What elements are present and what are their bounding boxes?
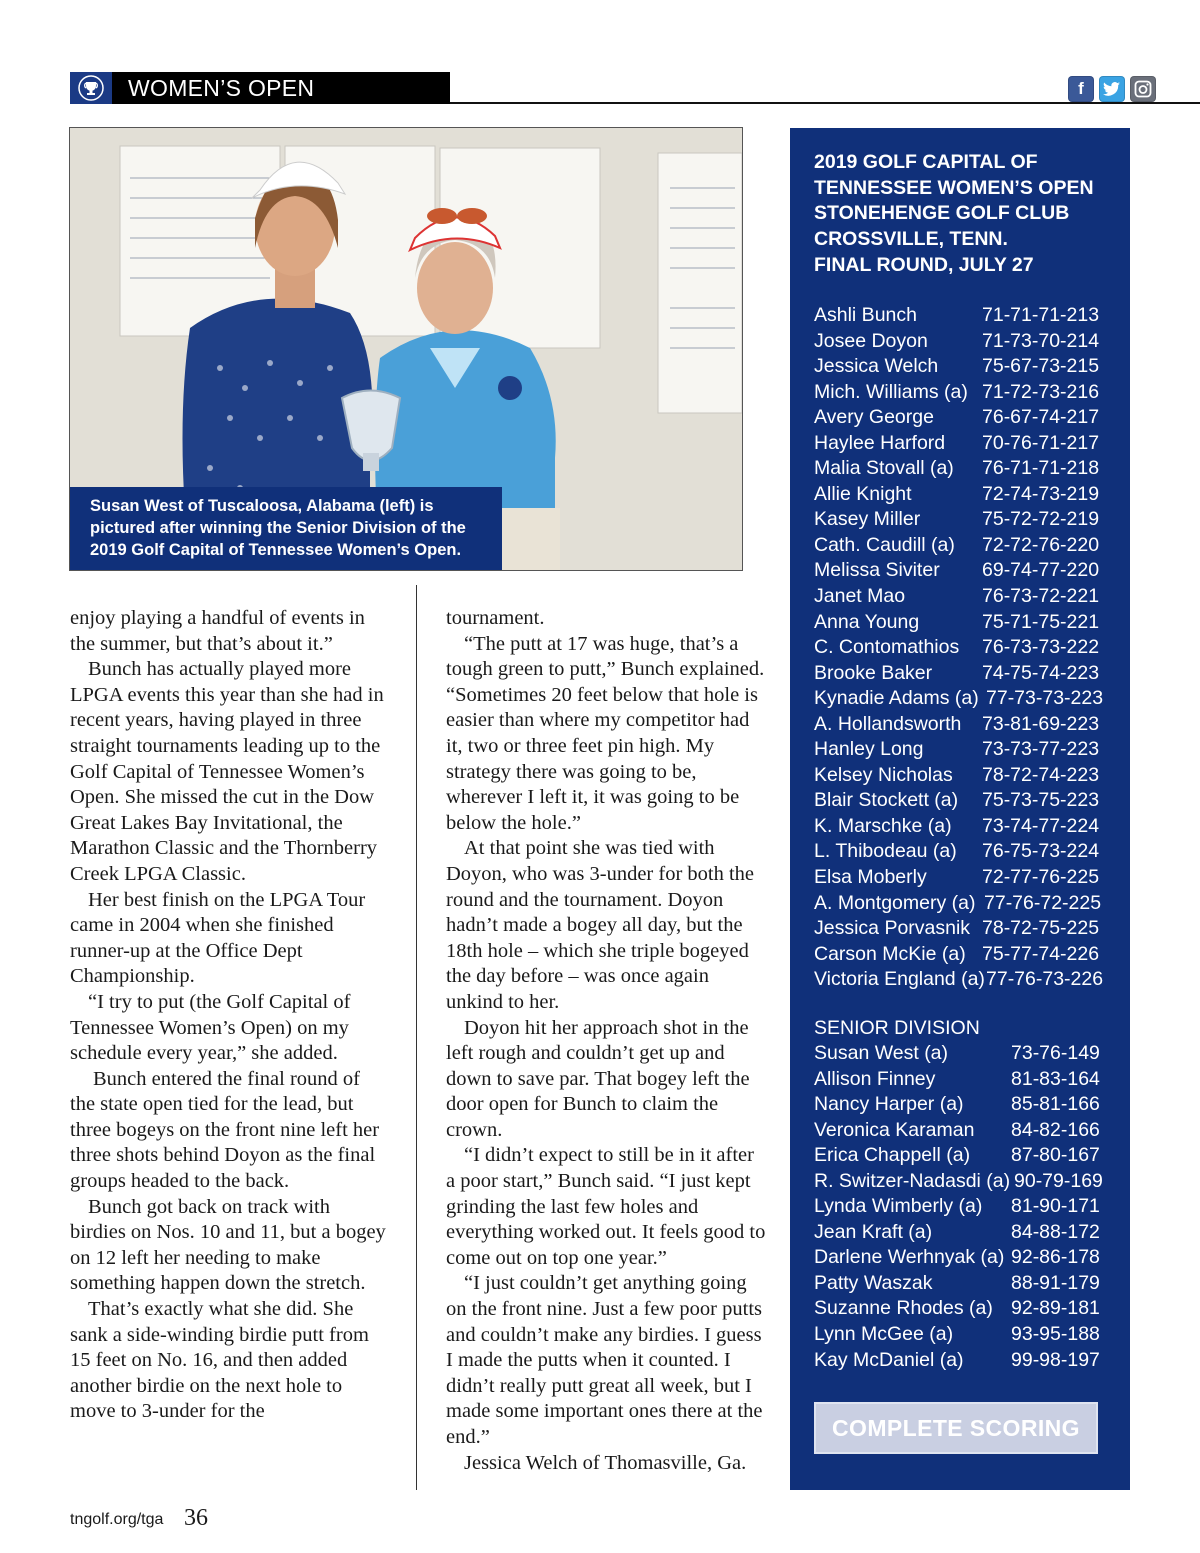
- player-name: Lynn McGee (a): [814, 1323, 954, 1346]
- article-column-2: [446, 606, 766, 1476]
- paragraph: Her best finish on the LPGA Tour came in 2004 when she finished runner-up at the Office Dept Championship.: [70, 888, 366, 988]
- result-row: [814, 1348, 1124, 1374]
- player-name: Cath. Caudill (a): [814, 533, 955, 556]
- result-row: [814, 507, 1124, 533]
- player-score: 84-88-172: [1011, 1220, 1100, 1243]
- column-divider: [416, 585, 417, 1490]
- player-name: Victoria England (a): [814, 968, 985, 991]
- facebook-glyph: f: [1078, 79, 1084, 98]
- result-row: [814, 584, 1124, 610]
- player-score: 76-75-73-224: [982, 840, 1100, 863]
- result-row: [814, 763, 1124, 789]
- paragraph: At that point she was tied with Doyon, who was 3-under for both the round and the tournament. Doyon hadn’t made a bogey all day, but the 18th hole – which she triple bogeyed the day before – was once again unkind to her.: [446, 837, 755, 1013]
- player-score: 76-73-73-222: [982, 636, 1100, 659]
- result-row: [814, 610, 1124, 636]
- player-score: 70-76-71-217: [982, 431, 1100, 454]
- player-name: Veronica Karaman: [814, 1118, 975, 1141]
- player-name: Hanley Long: [814, 738, 924, 761]
- player-score: 72-72-76-220: [982, 533, 1100, 556]
- player-name: Patty Waszak: [814, 1271, 933, 1294]
- player-name: Melissa Siviter: [814, 559, 940, 582]
- player-name: Malia Stovall (a): [814, 457, 954, 480]
- player-name: Avery George: [814, 406, 934, 429]
- result-row: [814, 1245, 1124, 1271]
- player-score: 76-67-74-217: [982, 406, 1100, 429]
- result-row: [814, 303, 1124, 329]
- player-score: 84-82-166: [1011, 1118, 1100, 1141]
- article-column-1: [70, 606, 390, 1425]
- player-name: Haylee Harford: [814, 431, 946, 454]
- result-row: [814, 456, 1124, 482]
- result-row: [814, 482, 1124, 508]
- result-row: [814, 1092, 1124, 1118]
- paragraph: enjoy playing a handful of events in the summer, but that’s about it.”: [70, 607, 365, 655]
- player-score: 81-83-164: [1011, 1067, 1100, 1090]
- facebook-icon[interactable]: [1068, 76, 1094, 102]
- player-name: Mich. Williams (a): [814, 380, 968, 403]
- result-row: [814, 1143, 1124, 1169]
- player-score: 75-67-73-215: [982, 355, 1100, 378]
- player-score: 78-72-75-225: [982, 917, 1100, 940]
- player-name: Susan West (a): [814, 1042, 949, 1064]
- player-name: Kynadie Adams (a): [814, 687, 979, 710]
- player-name: R. Switzer-Nadasdi (a): [814, 1169, 1011, 1192]
- result-row: [814, 686, 1124, 712]
- player-name: Kasey Miller: [814, 508, 921, 531]
- player-name: Ashli Bunch: [814, 304, 917, 326]
- player-name: Anna Young: [814, 610, 920, 633]
- result-row: [814, 1169, 1124, 1195]
- result-row: [814, 942, 1124, 968]
- player-score: 73-81-69-223: [982, 712, 1100, 735]
- player-score: 93-95-188: [1011, 1323, 1100, 1346]
- player-name: Kay McDaniel (a): [814, 1348, 964, 1371]
- heading-line: TENNESSEE WOMEN’S OPEN: [814, 176, 1094, 199]
- paragraph: “I just couldn’t get anything going on the front nine. Just a few poor putts and couldn’t make any birdies. I guess I made the putts when it counted. I didn’t really putt great all week, but I made some important ones there at the end.”: [446, 1272, 763, 1448]
- result-row: [814, 712, 1124, 738]
- player-name: A. Montgomery (a): [814, 891, 976, 914]
- result-row: [814, 1271, 1124, 1297]
- twitter-bird-icon: [1103, 81, 1121, 97]
- results-list: [814, 303, 1124, 993]
- player-score: 75-73-75-223: [982, 789, 1100, 812]
- camera-glyph: [1134, 80, 1152, 98]
- player-name: K. Marschke (a): [814, 814, 952, 837]
- player-name: Lynda Wimberly (a): [814, 1195, 983, 1218]
- result-row: [814, 1041, 1124, 1067]
- player-name: Allie Knight: [814, 482, 912, 505]
- player-score: 73-74-77-224: [982, 814, 1100, 837]
- player-score: 81-90-171: [1011, 1195, 1100, 1218]
- player-score: 87-80-167: [1011, 1144, 1100, 1167]
- player-score: 75-72-72-219: [982, 508, 1100, 531]
- player-name: Blair Stockett (a): [814, 789, 959, 812]
- player-score: 76-73-72-221: [982, 585, 1100, 608]
- result-row: [814, 329, 1124, 355]
- result-row: [814, 737, 1124, 763]
- twitter-icon[interactable]: [1099, 76, 1125, 102]
- result-row: [814, 533, 1124, 559]
- player-score: 77-76-73-226: [986, 968, 1104, 991]
- result-row: [814, 380, 1124, 406]
- result-row: [814, 916, 1124, 942]
- player-name: Elsa Moberly: [814, 866, 927, 889]
- results-heading: [814, 150, 1114, 279]
- player-name: Josee Doyon: [814, 329, 928, 352]
- player-name: Jessica Porvasnik: [814, 917, 971, 940]
- paragraph: Bunch has actually played more LPGA events this year than she had in recent years, having played in three straight tournaments leading up to the Golf Capital of Tennessee Women’s Open. She missed the cut in the Dow Great Lakes Bay Invitational, the Marathon Classic and the Thornberry Creek LPGA Classic.: [70, 658, 384, 885]
- player-score: 88-91-179: [1011, 1271, 1100, 1294]
- result-row: [814, 635, 1124, 661]
- results-sidebar: [790, 128, 1130, 1490]
- result-row: [814, 431, 1124, 457]
- heading-line: FINAL ROUND, JULY 27: [814, 253, 1034, 276]
- result-row: [814, 558, 1124, 584]
- social-links: [1068, 76, 1156, 102]
- paragraph: That’s exactly what she did. She sank a side-winding birdie putt from 15 feet on No. 16, and then added another birdie on the next hole to move to 3-under for the: [70, 1298, 369, 1423]
- player-score: 77-76-72-225: [984, 891, 1102, 914]
- paragraph: Bunch got back on track with birdies on Nos. 10 and 11, but a bogey on 12 left her needing to make something happen down the stretch.: [70, 1195, 386, 1295]
- result-row: [814, 865, 1124, 891]
- complete-scoring-button[interactable]: COMPLETE SCORING: [816, 1404, 1096, 1452]
- result-row: [814, 1296, 1124, 1322]
- result-row: [814, 1194, 1124, 1220]
- instagram-icon[interactable]: [1130, 76, 1156, 102]
- player-score: 85-81-166: [1011, 1093, 1100, 1116]
- header-rule: [450, 102, 1200, 104]
- senior-results-list: [814, 1041, 1124, 1373]
- player-score: 71-71-71-213: [982, 304, 1100, 326]
- player-score: 75-77-74-226: [982, 942, 1100, 965]
- result-row: [814, 405, 1124, 431]
- player-score: 92-86-178: [1011, 1246, 1100, 1269]
- result-row: [814, 661, 1124, 687]
- trophy-icon: [70, 72, 112, 104]
- player-name: Suzanne Rhodes (a): [814, 1297, 993, 1320]
- player-score: 73-73-77-223: [982, 738, 1100, 761]
- player-score: 72-77-76-225: [982, 866, 1100, 889]
- player-name: Jean Kraft (a): [814, 1220, 933, 1243]
- player-name: Brooke Baker: [814, 661, 933, 684]
- paragraph: “The putt at 17 was huge, that’s a tough green to putt,” Bunch explained. “Sometimes 20 feet below that hole is easier than where my competitor had it, two or three feet pin high. My strategy there was going to be, wherever I left it, it was going to be below the hole.”: [446, 632, 765, 834]
- player-score: 72-74-73-219: [982, 482, 1100, 505]
- heading-line: CROSSVILLE, TENN.: [814, 228, 1008, 251]
- player-score: 71-73-70-214: [982, 329, 1100, 352]
- player-name: Jessica Welch: [814, 355, 939, 378]
- paragraph: tournament.: [446, 607, 545, 629]
- result-row: [814, 1118, 1124, 1144]
- heading-line: 2019 GOLF CAPITAL OF: [814, 151, 1038, 173]
- result-row: [814, 1322, 1124, 1348]
- result-row: [814, 967, 1124, 993]
- result-row: [814, 788, 1124, 814]
- paragraph: Jessica Welch of Thomasville, Ga.: [464, 1451, 747, 1474]
- paragraph: Doyon hit her approach shot in the left rough and couldn’t get up and down to save par. That bogey left the door open for Bunch to claim the crown.: [446, 1016, 750, 1141]
- section-title: WOMEN’S OPEN: [128, 75, 315, 101]
- paragraph: “I try to put (the Golf Capital of Tennessee Women’s Open) on my schedule every year,” she added.: [70, 990, 351, 1065]
- senior-division-title: SENIOR DIVISION: [814, 1017, 980, 1039]
- footer-url[interactable]: tngolf.org/tga: [70, 1511, 164, 1528]
- photo-caption: Susan West of Tuscaloosa, Alabama (left) is pictured after winning the Senior Division of the 2019 Golf Capital of Tennessee Women’s Open.: [70, 487, 502, 570]
- player-name: Erica Chappell (a): [814, 1144, 971, 1167]
- heading-line: STONEHENGE GOLF CLUB: [814, 202, 1070, 225]
- player-score: 78-72-74-223: [982, 763, 1100, 786]
- paragraph: Bunch entered the final round of the state open tied for the lead, but three bogeys on the front nine left her three shots behind Doyon as the final groups headed to the back.: [70, 1067, 380, 1193]
- player-name: Janet Mao: [814, 585, 906, 608]
- winners-photo: [70, 128, 742, 570]
- player-name: Nancy Harper (a): [814, 1093, 964, 1116]
- player-score: 75-71-75-221: [982, 610, 1100, 633]
- player-name: Carson McKie (a): [814, 942, 966, 965]
- result-row: [814, 1220, 1124, 1246]
- player-name: C. Contomathios: [814, 636, 960, 659]
- player-score: 71-72-73-216: [982, 380, 1100, 403]
- player-score: 77-73-73-223: [986, 687, 1104, 710]
- player-score: 76-71-71-218: [982, 457, 1100, 480]
- result-row: [814, 1067, 1124, 1093]
- page-number: 36: [184, 1505, 208, 1531]
- player-name: A. Hollandsworth: [814, 712, 962, 735]
- result-row: [814, 814, 1124, 840]
- result-row: [814, 839, 1124, 865]
- paragraph: “I didn’t expect to still be in it after a poor start,” Bunch said. “I just kept grinding the last few holes and everything worked out. It feels good to come out on top one year.”: [446, 1144, 766, 1269]
- player-name: Kelsey Nicholas: [814, 763, 953, 786]
- result-row: [814, 354, 1124, 380]
- player-score: 90-79-169: [1014, 1169, 1103, 1192]
- player-score: 74-75-74-223: [982, 661, 1100, 684]
- result-row: [814, 891, 1124, 917]
- player-score: 99-98-197: [1011, 1348, 1100, 1371]
- player-name: Darlene Werhnyak (a): [814, 1246, 1005, 1269]
- player-name: Allison Finney: [814, 1067, 936, 1090]
- player-score: 73-76-149: [1011, 1042, 1100, 1064]
- player-score: 92-89-181: [1011, 1297, 1100, 1320]
- player-score: 69-74-77-220: [982, 559, 1100, 582]
- player-name: L. Thibodeau (a): [814, 840, 957, 863]
